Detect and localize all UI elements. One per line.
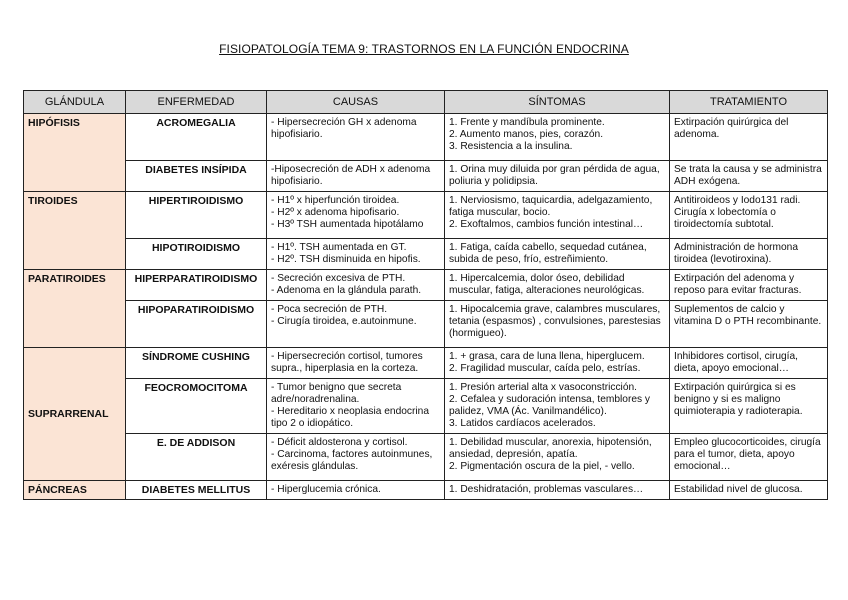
- table-row: [24, 161, 828, 192]
- disease-name: HIPOPARATIROIDISMO: [126, 301, 267, 348]
- treatment-cell: Extirpación quirúrgica del adenoma.: [670, 114, 828, 161]
- causes-cell: - Poca secreción de PTH. - Cirugía tiroidea, e.autoinmune.: [267, 301, 445, 348]
- symptoms-cell: 1. Presión arterial alta x vasoconstricción. 2. Cefalea y sudoración intensa, temblores y palidez, VMA (Ác. Vanilmandélico). 3. Latidos cardíacos acelerados.: [445, 379, 670, 434]
- causes-cell: - H1º. TSH aumentada en GT. - H2º. TSH disminuida en hipofis.: [267, 239, 445, 270]
- disease-name: DIABETES INSÍPIDA: [126, 161, 267, 192]
- causes-cell: -Hiposecreción de ADH x adenoma hipofisiario.: [267, 161, 445, 192]
- symptoms-cell: 1. Orina muy diluida por gran pérdida de agua, poliuria y polidipsia.: [445, 161, 670, 192]
- disease-name: HIPOTIROIDISMO: [126, 239, 267, 270]
- symptoms-cell: 1. Fatiga, caída cabello, sequedad cutánea, subida de peso, frío, estreñimiento.: [445, 239, 670, 270]
- disease-name: SÍNDROME CUSHING: [126, 348, 267, 379]
- symptoms-cell: 1. + grasa, cara de luna llena, hiperglucem. 2. Fragilidad muscular, caída pelo, estrías.: [445, 348, 670, 379]
- treatment-cell: Suplementos de calcio y vitamina D o PTH recombinante.: [670, 301, 828, 348]
- gland-tiroides: TIROIDES: [24, 192, 126, 270]
- causes-cell: - Secreción excesiva de PTH. - Adenoma en la glándula parath.: [267, 270, 445, 301]
- table-row: [24, 434, 828, 481]
- disease-name: E. DE ADDISON: [126, 434, 267, 481]
- table-row: [24, 192, 828, 239]
- causes-cell: - Hiperglucemia crónica.: [267, 481, 445, 500]
- symptoms-cell: 1. Frente y mandíbula prominente. 2. Aumento manos, pies, corazón. 3. Resistencia a la insulina.: [445, 114, 670, 161]
- causes-cell: - Hipersecreción cortisol, tumores supra., hiperplasia en la corteza.: [267, 348, 445, 379]
- causes-cell: - Déficit aldosterona y cortisol. - Carcinoma, factores autoinmunes, exéresis glándulas.: [267, 434, 445, 481]
- header-symptoms: SÍNTOMAS: [445, 91, 670, 114]
- disease-name: HIPERPARATIROIDISMO: [126, 270, 267, 301]
- symptoms-cell: 1. Hipocalcemia grave, calambres musculares, tetania (espasmos) , convulsiones, parestesias (hormigueo).: [445, 301, 670, 348]
- table-row: [24, 301, 828, 348]
- header-treatment: TRATAMIENTO: [670, 91, 828, 114]
- disease-name: HIPERTIROIDISMO: [126, 192, 267, 239]
- treatment-cell: Empleo glucocorticoides, cirugía para el tumor, dieta, apoyo emocional…: [670, 434, 828, 481]
- causes-cell: - Hipersecreción GH x adenoma hipofisiario.: [267, 114, 445, 161]
- treatment-cell: Extirpación del adenoma y reposo para evitar fracturas.: [670, 270, 828, 301]
- gland-hipofisis: HIPÓFISIS: [24, 114, 126, 192]
- disease-name: FEOCROMOCITOMA: [126, 379, 267, 434]
- symptoms-cell: 1. Hipercalcemia, dolor óseo, debilidad muscular, fatiga, alteraciones neurológicas.: [445, 270, 670, 301]
- disease-name: ACROMEGALIA: [126, 114, 267, 161]
- header-gland: GLÁNDULA: [24, 91, 126, 114]
- treatment-cell: Administración de hormona tiroidea (levotiroxina).: [670, 239, 828, 270]
- table-row: [24, 239, 828, 270]
- endocrine-disorders-table: [23, 90, 828, 500]
- table-row: [24, 379, 828, 434]
- header-causes: CAUSAS: [267, 91, 445, 114]
- disease-name: DIABETES MELLITUS: [126, 481, 267, 500]
- header-disease: ENFERMEDAD: [126, 91, 267, 114]
- treatment-cell: Se trata la causa y se administra ADH exógena.: [670, 161, 828, 192]
- symptoms-cell: 1. Nerviosismo, taquicardia, adelgazamiento, fatiga muscular, bocio. 2. Exoftalmos, cambios función intestinal…: [445, 192, 670, 239]
- gland-pancreas: PÁNCREAS: [24, 481, 126, 500]
- table-row: [24, 481, 828, 500]
- table-row: [24, 114, 828, 161]
- treatment-cell: Inhibidores cortisol, cirugía, dieta, apoyo emocional…: [670, 348, 828, 379]
- symptoms-cell: 1. Deshidratación, problemas vasculares…: [445, 481, 670, 500]
- page-title: FISIOPATOLOGÍA TEMA 9: TRASTORNOS EN LA FUNCIÓN ENDOCRINA: [219, 42, 629, 56]
- table-row: [24, 348, 828, 379]
- treatment-cell: Antitiroideos y Iodo131 radi. Cirugía x lobectomía o tiroidectomía subtotal.: [670, 192, 828, 239]
- causes-cell: - Tumor benigno que secreta adre/noradrenalina. - Hereditario x neoplasia endocrina tipo 2 o idiopático.: [267, 379, 445, 434]
- table-row: [24, 270, 828, 301]
- treatment-cell: Extirpación quirúrgica si es benigno y si es maligno quimioterapia y radioterapia.: [670, 379, 828, 434]
- gland-paratiroides: PARATIROIDES: [24, 270, 126, 348]
- treatment-cell: Estabilidad nivel de glucosa.: [670, 481, 828, 500]
- causes-cell: - H1º x hiperfunción tiroidea. - H2º x adenoma hipofisario. - H3º TSH aumentada hipotálamo: [267, 192, 445, 239]
- gland-suprarrenal: SUPRARRENAL: [24, 348, 126, 481]
- table-header-row: [24, 91, 828, 114]
- symptoms-cell: 1. Debilidad muscular, anorexia, hipotensión, ansiedad, depresión, apatía. 2. Pigmentación oscura de la piel, - vello.: [445, 434, 670, 481]
